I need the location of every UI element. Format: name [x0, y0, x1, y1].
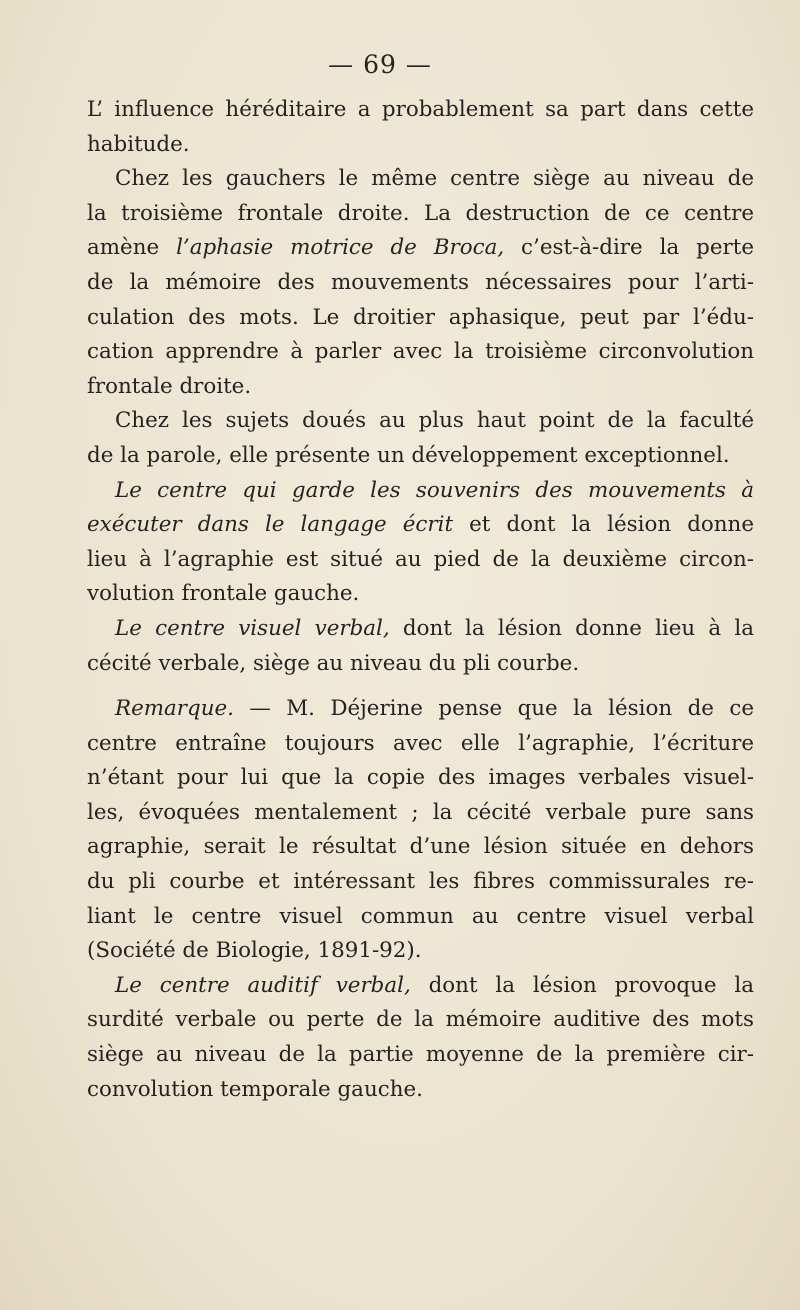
text-run: c’est-à-dire la perte [504, 235, 754, 261]
text-line [87, 508, 754, 543]
paragraph-7 [87, 969, 754, 1107]
text-line: de la parole, elle présente un développement exceptionnel. [87, 442, 730, 468]
text-line [87, 969, 754, 1004]
text-line: les, évoquées mentalement ; la cécité verbale pure sans [87, 799, 754, 825]
text-line: convolution temporale gauche. [87, 1076, 423, 1102]
text-line: Chez les gauchers le même centre siège au niveau de [115, 166, 754, 192]
italic-run: Le centre visuel verbal, [115, 615, 390, 641]
body-text [87, 93, 754, 1107]
text-line: Chez les sujets doués au plus haut point de la faculté [115, 408, 754, 434]
text-run: dont la lésion donne lieu à la [389, 615, 754, 641]
text-line: lieu à l’agraphie est situé au pied de la deuxième circon- [87, 546, 754, 572]
text-line: volution frontale gauche. [87, 581, 360, 607]
text-line: culation des mots. Le droitier aphasique, peut par l’édu- [87, 304, 754, 330]
text-line: la troisième frontale droite. La destruction de ce centre [87, 200, 754, 226]
text-line: n’étant pour lui que la copie des images verbales visuel- [87, 765, 754, 791]
text-run: amène [87, 235, 177, 261]
text-line: surdité verbale ou perte de la mémoire auditive des mots [87, 1007, 754, 1033]
text-line: centre entraîne toujours avec elle l’agraphie, l’écriture [87, 730, 754, 756]
text-line: de la mémoire des mouvements nécessaires pour l’arti- [87, 269, 754, 295]
text-line: cation apprendre à parler avec la troisième circonvolution [87, 339, 754, 365]
paragraph-2 [87, 162, 754, 404]
italic-run: Le centre auditif verbal, [115, 972, 411, 998]
text-line: du pli courbe et intéressant les fibres commissurales re- [87, 869, 754, 895]
paragraph-3 [87, 404, 754, 473]
text-line: L’ influence héréditaire a probablement sa part dans cette [87, 97, 754, 122]
paragraph-5 [87, 612, 754, 681]
text-run: dont la lésion provoque la [410, 972, 754, 998]
text-line [87, 231, 754, 266]
text-run: — M. Déjerine pense que la lésion de ce [233, 696, 754, 722]
text-line: habitude. [87, 131, 190, 157]
page-number: — 69 — [328, 50, 432, 79]
text-line: agraphie, serait le résultat d’une lésion située en dehors [87, 834, 754, 860]
text-line [87, 612, 754, 647]
paragraph-6 [87, 692, 754, 969]
text-run: et dont la lésion donne [453, 512, 754, 538]
italic-run: l’aphasie motrice de Broca, [176, 235, 505, 261]
italic-run: exécuter dans le langage écrit [87, 512, 454, 538]
text-line: siège au niveau de la partie moyenne de la première cir- [87, 1042, 754, 1068]
paragraph-4 [87, 474, 754, 612]
text-line [87, 692, 754, 727]
text-line: (Société de Biologie, 1891-92). [87, 938, 422, 964]
text-line: frontale droite. [87, 373, 252, 399]
text-line: liant le centre visuel commun au centre visuel verbal [87, 903, 754, 929]
italic-run: Remarque. [115, 696, 234, 722]
text-line: cécité verbale, siège au niveau du pli courbe. [87, 650, 580, 676]
text-line: Le centre qui garde les souvenirs des mouvements à [115, 477, 754, 503]
paragraph-1 [87, 93, 754, 162]
